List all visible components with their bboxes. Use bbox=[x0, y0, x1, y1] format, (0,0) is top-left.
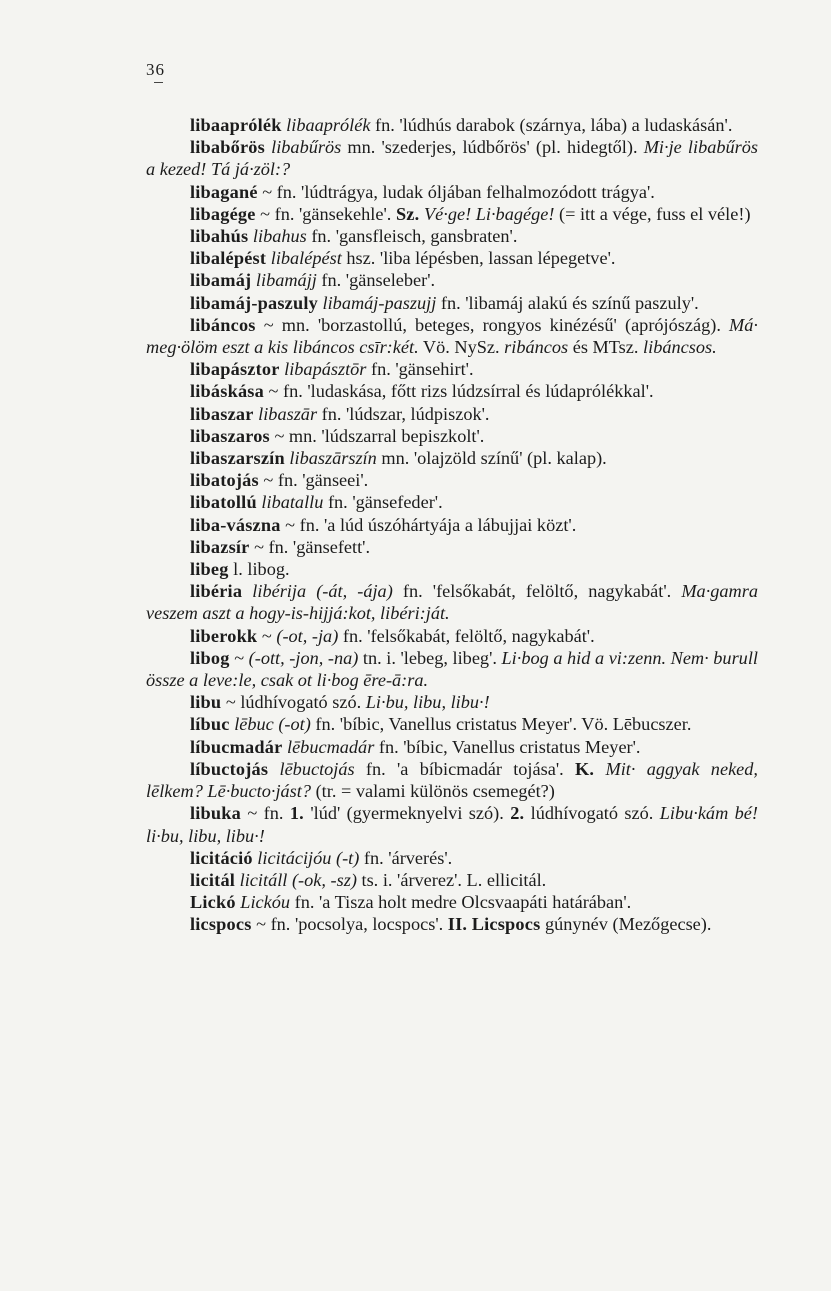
dictionary-entry bbox=[146, 225, 758, 247]
entry-text: fn. 'bíbic, Vanellus cristatus Meyer'. bbox=[374, 736, 641, 757]
entry-text: tn. i. 'lebeg, libeg'. bbox=[358, 647, 502, 668]
entry-text: Vé·ge! Li·bagége! bbox=[423, 203, 555, 224]
entry-text: fn. 'felsőkabát, felöltő, nagykabát'. bbox=[338, 625, 595, 646]
entry-headword: libagané bbox=[190, 181, 258, 202]
dictionary-entry bbox=[146, 425, 758, 447]
entry-text: ~ fn. 'a lúd úszóhártyája a lábujjai közt'. bbox=[285, 514, 577, 535]
entry-text: licitáll (-ok, -sz) bbox=[239, 869, 357, 890]
dictionary-entry bbox=[146, 802, 758, 846]
dictionary-entry bbox=[146, 114, 758, 136]
entry-text: (tr. = valami különös csemegét?) bbox=[311, 781, 555, 802]
entry-text: ts. i. 'árverez'. L. ellicitál. bbox=[356, 869, 547, 890]
entry-text: (-ott, -jon, -na) bbox=[248, 647, 359, 668]
entry-text: Licspocs bbox=[471, 914, 541, 935]
entry-headword: libamáj bbox=[190, 270, 252, 291]
entry-text: lēbuctojás bbox=[279, 758, 355, 779]
entry-text: II. bbox=[447, 914, 468, 935]
entry-text: fn. 'felsőkabát, felöltő, nagykabát'. bbox=[392, 581, 682, 602]
entry-headword: libog bbox=[190, 647, 230, 668]
entry-text: libalépést bbox=[270, 248, 342, 269]
entry-headword: líbuc bbox=[190, 714, 230, 735]
entry-text: (-ot, -ja) bbox=[276, 625, 339, 646]
entry-text: ~ mn. 'borzastollú, beteges, rongyos kinézésű' (aprójószág). bbox=[263, 314, 730, 335]
entry-headword: libaszarszín bbox=[190, 448, 285, 469]
entry-text: fn. 'gänsefeder'. bbox=[323, 492, 443, 513]
entry-headword: libéria bbox=[190, 581, 243, 602]
dictionary-entry bbox=[146, 358, 758, 380]
entry-headword: libabőrös bbox=[190, 137, 265, 158]
entry-text: gúnynév (Mezőgecse). bbox=[540, 914, 712, 935]
page-number: 36 bbox=[146, 60, 165, 79]
entry-text: Mit· aggyak neked, lēlkem? Lē·bucto·jást? bbox=[146, 758, 759, 802]
entry-text: Libu·kám bé! li·bu, libu, libu·! bbox=[146, 803, 758, 846]
entry-text: ~ fn. 'pocsolya, locspocs'. bbox=[256, 914, 448, 935]
entry-text: libaaprólék bbox=[286, 115, 371, 135]
dictionary-entry bbox=[146, 580, 758, 624]
entry-headword: libaaprólék bbox=[190, 115, 282, 135]
entry-text: lēbucmadár bbox=[286, 736, 375, 757]
entry-text: Vö. NySz. bbox=[418, 337, 505, 358]
entry-text: hsz. 'liba lépésben, lassan lépegetve'. bbox=[341, 248, 616, 269]
entry-text: és MTsz. bbox=[568, 337, 644, 358]
entry-headword: libaszar bbox=[190, 403, 254, 424]
entry-headword: libáncos bbox=[190, 314, 256, 335]
entry-text: ~ fn. 'gänsefett'. bbox=[254, 536, 371, 557]
dictionary-entry bbox=[146, 913, 758, 935]
entry-text: ~ mn. 'lúdszarral bepiszkolt'. bbox=[274, 425, 485, 446]
dictionary-entry bbox=[146, 514, 758, 536]
entry-text: lēbuc (-ot) bbox=[234, 714, 311, 735]
entry-text: 1. bbox=[289, 803, 304, 824]
entry-headword: liberokk bbox=[190, 625, 258, 646]
entry-headword: líbuctojás bbox=[190, 758, 269, 779]
dictionary-entry bbox=[146, 292, 758, 314]
entry-text: Mi·je libabűrös a kezed! Tá já·zöl:? bbox=[146, 137, 759, 180]
entry-text: fn. 'a bíbicmadár tojása'. bbox=[354, 758, 575, 779]
entry-headword: libamáj-paszuly bbox=[190, 292, 318, 313]
entry-headword: Lickó bbox=[190, 892, 236, 913]
dictionary-entry bbox=[146, 536, 758, 558]
entry-text: libérija (-át, -ája) bbox=[252, 581, 393, 602]
dictionary-entry bbox=[146, 625, 758, 647]
entry-text: l. libog. bbox=[233, 559, 290, 580]
entry-text: ~ fn. 'lúdtrágya, ludak óljában felhalmozódott trágya'. bbox=[262, 181, 655, 202]
entry-headword: libagége bbox=[190, 203, 256, 224]
entry-text: ~ fn. 'ludaskása, főtt rizs lúdzsírral és lúdaprólékkal'. bbox=[268, 381, 654, 402]
entry-text: ~ bbox=[261, 625, 277, 646]
entry-headword: libu bbox=[190, 692, 222, 713]
entry-text: libahus bbox=[252, 226, 307, 247]
dictionary-entry bbox=[146, 491, 758, 513]
entry-text: libaszārszín bbox=[289, 448, 377, 469]
entry-text: fn. 'gansfleisch, gansbraten'. bbox=[306, 226, 518, 247]
dictionary-entry bbox=[146, 647, 758, 691]
entry-headword: libáskása bbox=[190, 381, 264, 402]
dictionary-entry bbox=[146, 181, 758, 203]
dictionary-entry bbox=[146, 403, 758, 425]
entry-text: Li·bu, libu, libu·! bbox=[365, 692, 490, 713]
dictionary-entry bbox=[146, 691, 758, 713]
entry-text: ~ lúdhívogató szó. bbox=[225, 692, 366, 713]
entry-text: fn. 'lúdhús darabok (szárnya, lába) a ludaskásán'. bbox=[370, 115, 733, 135]
entry-headword: líbucmadár bbox=[190, 736, 283, 757]
entry-text: Sz. bbox=[395, 203, 420, 224]
dictionary-entry bbox=[146, 869, 758, 891]
entry-text: fn. 'lúdszar, lúdpiszok'. bbox=[317, 403, 490, 424]
entry-headword: libapásztor bbox=[190, 359, 280, 380]
entry-text: Lickóu bbox=[240, 892, 291, 913]
dictionary-entry bbox=[146, 136, 758, 180]
entry-text: Li·bog a hid a vi:zenn. Nem· burull össze a leve:le, csak ot li·bog ēre-ā:ra. bbox=[146, 647, 758, 691]
entry-headword: libatojás bbox=[190, 470, 259, 491]
dictionary-entry bbox=[146, 469, 758, 491]
entry-text: libabűrös bbox=[271, 137, 342, 158]
dictionary-entry bbox=[146, 558, 758, 580]
entry-headword: licitáció bbox=[190, 847, 253, 868]
entry-text: ribáncos bbox=[504, 337, 569, 358]
dictionary-entries bbox=[146, 114, 758, 936]
entry-text bbox=[594, 759, 605, 779]
entry-text: libatallu bbox=[261, 492, 324, 513]
entry-headword: libahús bbox=[190, 226, 249, 247]
dictionary-entry bbox=[146, 269, 758, 291]
dictionary-entry bbox=[146, 758, 758, 802]
dictionary-entry bbox=[146, 203, 758, 225]
entry-headword: libaszaros bbox=[190, 425, 270, 446]
entry-text: ~ fn. bbox=[247, 803, 290, 824]
entry-headword: libazsír bbox=[190, 536, 250, 557]
entry-text: fn. 'árverés'. bbox=[359, 847, 453, 868]
entry-text: ~ fn. 'gänsekehle'. bbox=[260, 203, 396, 224]
entry-text: K. bbox=[575, 758, 595, 779]
dictionary-entry bbox=[146, 847, 758, 869]
entry-text: ~ bbox=[234, 647, 249, 668]
entry-text: mn. 'olajzöld színű' (pl. kalap). bbox=[376, 448, 607, 469]
entry-text: (= itt a vége, fuss el véle!) bbox=[554, 203, 751, 224]
dictionary-entry bbox=[146, 713, 758, 735]
entry-text: ~ fn. 'gänseei'. bbox=[263, 470, 369, 491]
dictionary-entry bbox=[146, 736, 758, 758]
entry-headword: libatollú bbox=[190, 492, 257, 513]
entry-text: Má· meg·ölöm eszt a kis libáncos csīr:két. bbox=[146, 314, 758, 358]
dictionary-entry bbox=[146, 314, 758, 358]
entry-text: fn. 'bíbic, Vanellus cristatus Meyer'. Vö. Lēbucszer. bbox=[310, 714, 692, 735]
dictionary-entry bbox=[146, 447, 758, 469]
entry-text: libamájj bbox=[255, 270, 317, 291]
entry-text: fn. 'libamáj alakú és színű paszuly'. bbox=[436, 292, 699, 313]
entry-text: libaszār bbox=[258, 403, 318, 424]
entry-text: fn. 'a Tisza holt medre Olcsvaapáti határában'. bbox=[290, 892, 632, 913]
entry-text: 'lúd' (gyermeknyelvi szó). bbox=[303, 803, 511, 824]
entry-text: lúdhívogató szó. bbox=[524, 803, 660, 824]
entry-headword: libuka bbox=[190, 803, 242, 824]
entry-headword: liba-vászna bbox=[190, 514, 281, 535]
entry-text: mn. 'szederjes, lúdbőrös' (pl. hidegtől). bbox=[341, 137, 644, 158]
entry-text: 2. bbox=[510, 803, 525, 824]
entry-text: libamáj-paszujj bbox=[322, 292, 437, 313]
entry-text: libapásztōr bbox=[284, 359, 367, 380]
entry-headword: licspocs bbox=[190, 914, 252, 935]
entry-text: fn. 'gänseleber'. bbox=[316, 270, 436, 291]
entry-text: Ma·gamra veszem aszt a hogy-is-hijjá:kot, libéri:ját. bbox=[146, 581, 759, 624]
entry-text: licitácijóu (-t) bbox=[257, 847, 360, 868]
dictionary-entry bbox=[146, 247, 758, 269]
entry-text: fn. 'gänsehirt'. bbox=[366, 359, 474, 380]
dictionary-entry bbox=[146, 380, 758, 402]
entry-headword: libalépést bbox=[190, 248, 267, 269]
dictionary-entry bbox=[146, 891, 758, 913]
entry-headword: libeg bbox=[190, 559, 229, 580]
entry-headword: licitál bbox=[190, 869, 236, 890]
entry-text: libáncsos. bbox=[643, 337, 717, 358]
